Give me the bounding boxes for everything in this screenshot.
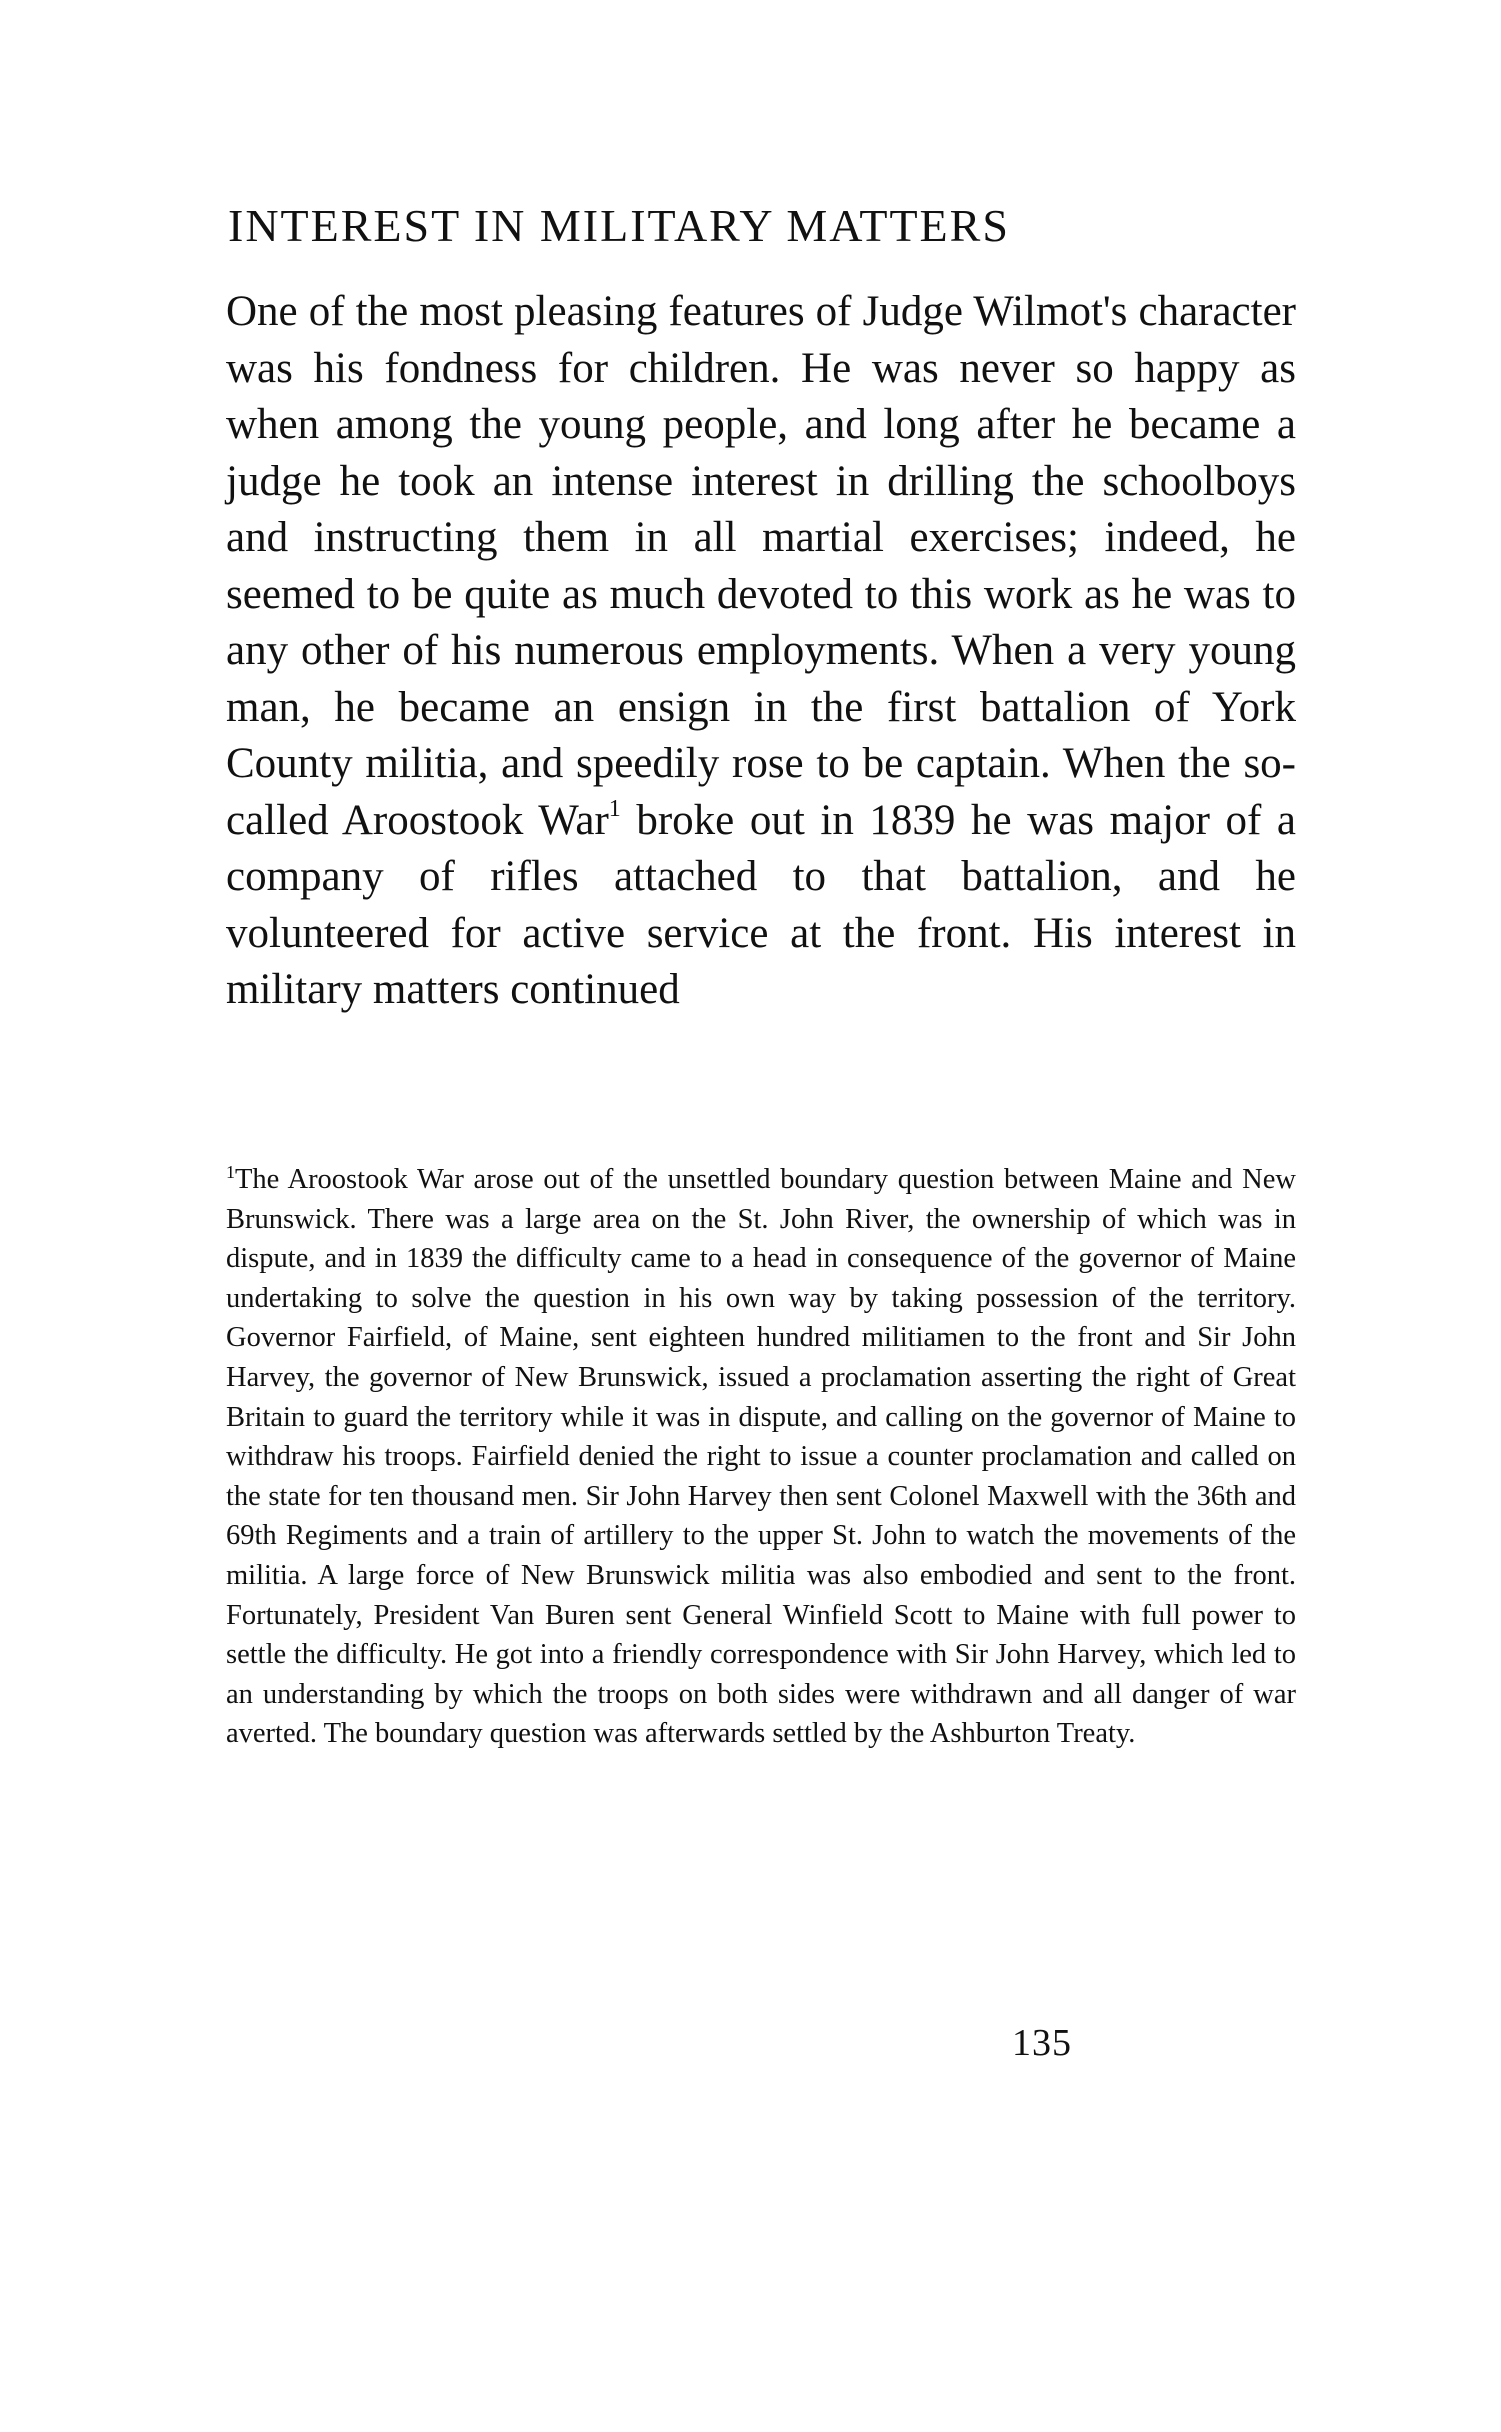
footnote-reference: 1 — [608, 795, 621, 822]
footnote — [192, 1160, 1296, 1754]
body-paragraph — [192, 284, 1296, 1019]
running-head: INTEREST IN MILITARY MATTERS — [228, 200, 1010, 251]
body-text-part-1: One of the most pleasing features of Judge Wilmot's character was his fondness for children. He was never so happy as when among the young people, and long after he became a judge he took an intense interest in drilling the schoolboys and instructing them in all martial exercises; indeed, he seemed to be quite as much devoted to this work as he was to any other of his numerous employments. When a very young man, he became an ensign in the first battalion of York County militia, and speedily rose to be captain. When the so-called Aroostook War — [226, 288, 1296, 844]
page-number: 135 — [1012, 2022, 1072, 2064]
footnote-mark: 1 — [226, 1162, 235, 1182]
body-text-part-2: broke out in 1839 he was major of a company of rifles attached to that battalion, and he volunteered for active service at the front. His interest in military matters continued — [226, 796, 1296, 1013]
footnote-text: The Aroostook War arose out of the unsettled boundary question between Maine and New Brunswick. There was a large area on the St. John River, the ownership of which was in dispute, and in 1839 the difficulty came to a head in consequence of the governor of Maine undertaking to solve the question in his own way by taking possession of the territory. Governor Fairfield, of Maine, sent eighteen hundred militiamen to the front and Sir John Harvey, the governor of New Brunswick, issued a proclamation asserting the right of Great Britain to guard the territory while it was in dispute, and calling on the governor of Maine to withdraw his troops. Fairfield denied the right to issue a counter proclamation and called on the state for ten thousand men. Sir John Harvey then sent Colonel Maxwell with the 36th and 69th Regiments and a train of artillery to the upper St. John to watch the movements of the militia. A large force of New Brunswick militia was also embodied and sent to the front. Fortunately, President Van Buren sent General Winfield Scott to Maine with full power to settle the difficulty. He got into a friendly correspondence with Sir John Harvey, which led to an understanding by which the troops on both sides were withdrawn and all danger of war averted. The boundary question was afterwards settled by the Ashburton Treaty. — [226, 1164, 1296, 1750]
